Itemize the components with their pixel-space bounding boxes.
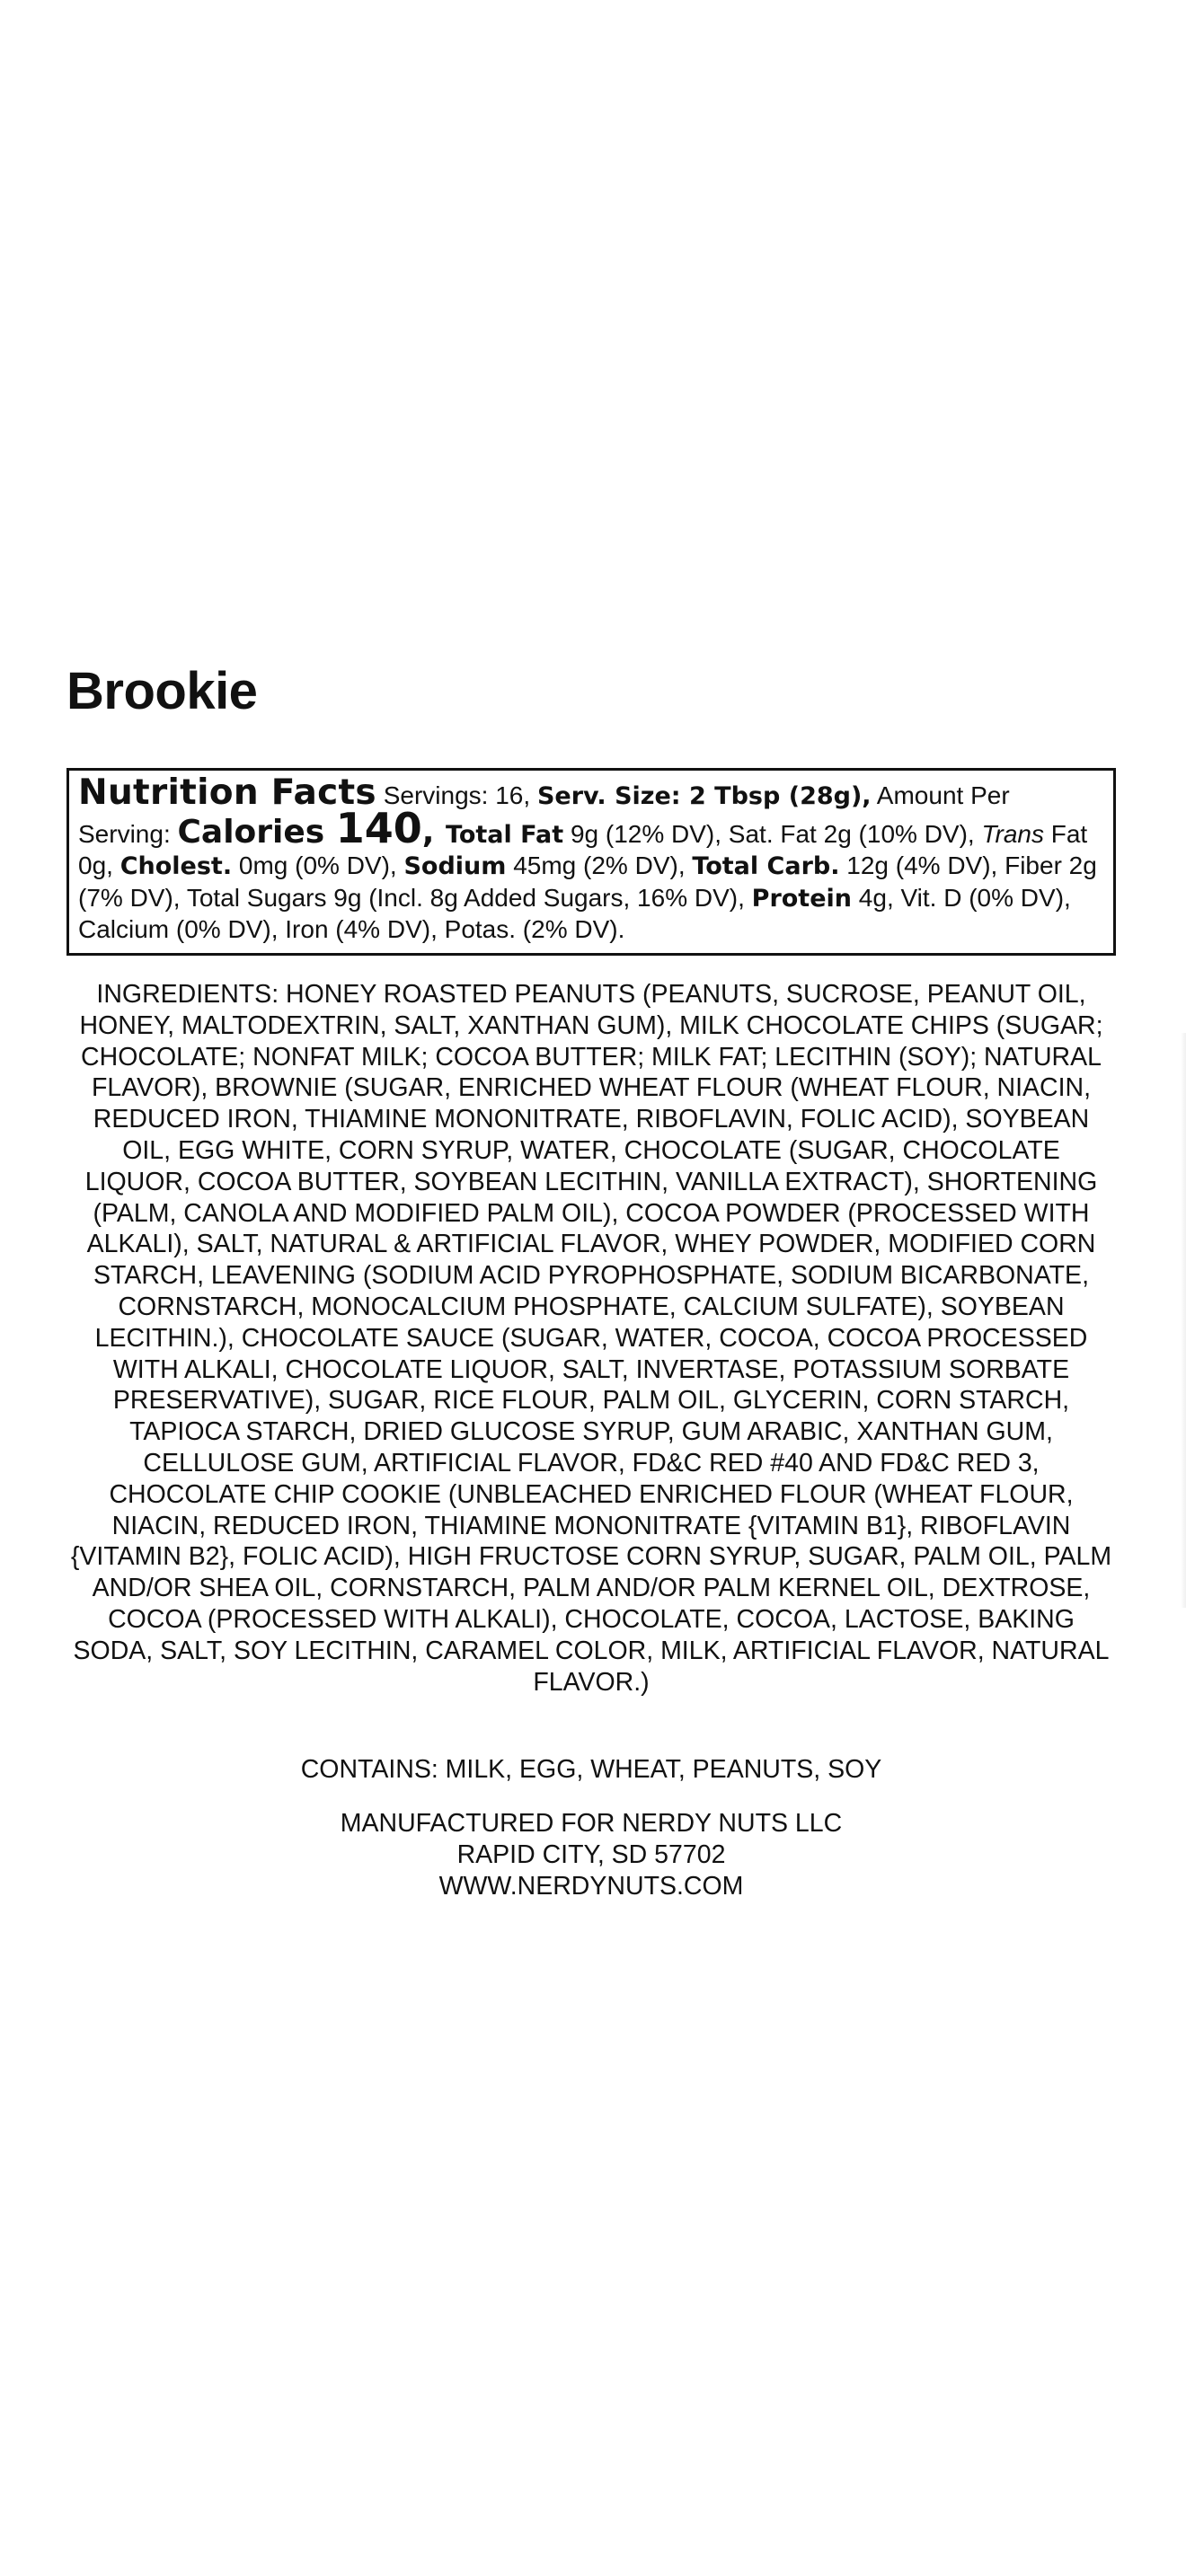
ingredients-text: INGREDIENTS: HONEY ROASTED PEANUTS (PEANUTS, SUCROSE, PEANUT OIL, HONEY, MALTODEXTRIN, SALT, XANTHAN GUM), MILK CHOCOLATE CHIPS (SUGAR; CHOCOLATE; NONFAT MILK; COCOA BUTTER; MILK FAT; LECITHIN (SOY); NATURAL FLAVOR), BROWNIE (SUGAR, ENRICHED WHEAT FLOUR (WHEAT FLOUR, NIACIN, REDUCED IRON, THIAMINE MONONITRATE, RIBOFLAVIN, FOLIC ACID), SOYBEAN OIL, EGG WHITE, CORN SYRUP, WATER, CHOCOLATE (SUGAR, CHOCOLATE LIQUOR, COCOA BUTTER, SOYBEAN LECITHIN, VANILLA EXTRACT), SHORTENING (PALM, CANOLA AND MODIFIED PALM OIL), COCOA POWDER (PROCESSED WITH ALKALI), SALT, NATURAL & ARTIFICIAL FLAVOR, WHEY POWDER, MODIFIED CORN STARCH, LEAVENING (SODIUM ACID PYROPHOSPHATE, SODIUM BICARBONATE, CORNSTARCH, MONOCALCIUM PHOSPHATE, CALCIUM SULFATE), SOYBEAN LECITHIN.), CHOCOLATE SAUCE (SUGAR, WATER, COCOA, COCOA PROCESSED WITH ALKALI, CHOCOLATE LIQUOR, SALT, INVERTASE, POTASSIUM SORBATE PRESERVATIVE), SUGAR, RICE FLOUR, PALM OIL, GLYCERIN, CORN STARCH, TAPIOCA STARCH, DRIED GLUCOSE SYRUP, GUM ARABIC, XANTHAN GUM, CELLULOSE GUM, ARTIFICIAL FLAVOR, FD&C RED #40 AND FD&C RED 3, CHOCOLATE CHIP COOKIE (UNBLEACHED ENRICHED FLOUR (WHEAT FLOUR, NIACIN, REDUCED IRON, THIAMINE MONONITRATE {VITAMIN B1}, RIBOFLAVIN {VITAMIN B2}, FOLIC ACID), HIGH FRUCTOSE CORN SYRUP, SUGAR, PALM OIL, PALM AND/OR SHEA OIL, CORNSTARCH, PALM AND/OR PALM KERNEL OIL, DEXTROSE, COCOA (PROCESSED WITH ALKALI), CHOCOLATE, COCOA, LACTOSE, BAKING SODA, SALT, SOY LECITHIN, CARAMEL COLOR, MILK, ARTIFICIAL FLAVOR, NATURAL FLAVOR.) [70,980,1112,1697]
cholesterol-value: 0mg (0% DV), [232,851,404,879]
sodium-label: Sodium [403,852,507,880]
total-fat-value: 9g (12% DV), Sat. Fat 2g (10% DV), [563,819,982,848]
trans-label: Trans [981,819,1044,848]
serving-size-label: Serv. Size: [536,782,681,810]
cholesterol-label: Cholest. [119,852,233,880]
servings-text: Servings: 16, [376,781,537,809]
protein-value: 4g, Vit. D (0% DV), Calcium (0% DV), Iron (4% DV), Potas. (2% DV). [78,883,1071,943]
trans-fat-value: Fat 0g, [78,819,1088,879]
total-carb-label: Total Carb. [692,852,840,880]
nutrition-facts-heading: Nutrition Facts [78,772,376,813]
total-fat-label: Total Fat [446,820,564,849]
manufacturer-name: MANUFACTURED FOR NERDY NUTS LLC [340,1809,843,1838]
serving-size-value: 2 Tbsp (28g), [680,782,872,810]
calories-value: 140 [335,803,422,852]
page-edge-shadow [1181,1033,1186,1608]
manufacturer-block [66,1808,1116,1901]
product-title: Brookie [66,662,258,720]
allergen-statement: CONTAINS: MILK, EGG, WHEAT, PEANUTS, SOY [300,1755,882,1784]
calories-label: Calories [177,813,336,851]
protein-label: Protein [751,884,853,913]
sodium-value: 45mg (2% DV), [506,851,693,879]
manufacturer-address: RAPID CITY, SD 57702 [456,1839,726,1869]
amount-per-serving-text: Amount Per Serving: [78,781,1010,848]
manufacturer-website: WWW.NERDYNUTS.COM [438,1871,744,1901]
total-carb-value: 12g (4% DV), Fiber 2g (7% DV), Total Sugars 9g (Incl. 8g Added Sugars, 16% DV), [78,851,1097,912]
nutrition-facts-panel [66,768,1116,956]
calories-separator: , [421,813,447,851]
